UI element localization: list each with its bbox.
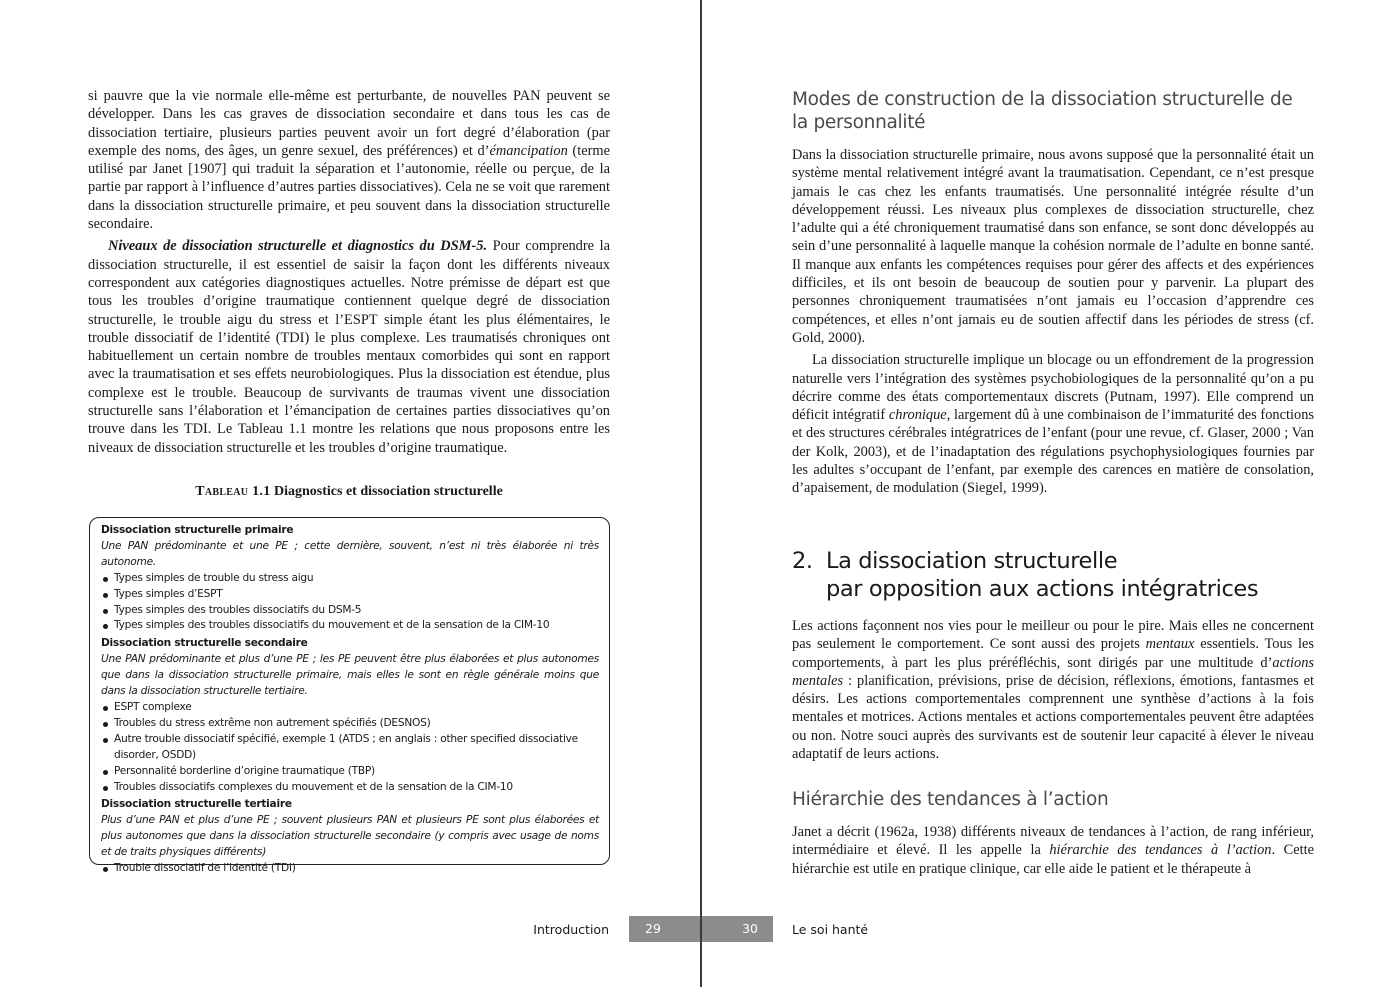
chapter-heading [792,547,1312,603]
table-section-secondary [101,636,599,795]
chapter-title-line-1: La dissociation structurelle [826,548,1118,574]
right-paragraph-1: Dans la dissociation structurelle primaire, nous avons supposé que la personnalité était un système mental relativement intégré avant la traumatisation. Cependant, ce n’est presque jamais le cas chez les enfants traumatisés. Une personnalité intégrée résulte d’un développement réussi. Les niveaux plus complexes de dissociation structurelle, chez l’adulte qui a été chroniquement traumatisé dans son enfance, se sont donc développés au sein d’une personnalité à laquelle manque la cohésion normale de l’adulte en bonne santé. Il manque aux enfants les compétences requises pour gérer des affects et des expériences difficiles, et ils ont besoin de beaucoup de soutien pour y parvenir. La plupart des personnes chroniquement traumatisées n’ont jamais eu l’occasion d’apprendre ces compétences, et elles n’ont jamais eu de soutien affectif dans les périodes de stress (cf. Gold, 2000). [792,147,1314,346]
table-section-list [101,571,599,635]
chapter-title-line-2: par opposition aux actions intégratrices [826,576,1259,602]
list-item: Autre trouble dissociatif spécifié, exemple 1 (ATDS ; en anglais : other specified dissociative disorder, OSDD) [101,732,599,764]
run-in-heading: Niveaux de dissociation structurelle et diagnostics du DSM-5. [108,238,488,255]
section-heading-hierarchy: Hiérarchie des tendances à l’action [792,789,1109,810]
right-body-text-3 [792,823,1314,878]
table-section-list [101,700,599,795]
table-section-heading: Dissociation structurelle secondaire [101,637,308,650]
table-section-tertiary [101,797,599,877]
list-item: ESPT complexe [101,700,599,716]
table-section-heading: Dissociation structurelle tertiaire [101,798,292,811]
running-footer-right: Le soi hanté [792,922,869,937]
page-number-left: 29 [629,916,700,942]
left-paragraph-2: Niveaux de dissociation structurelle et diagnostics du DSM-5. Pour comprendre la dissociation structurelle, il est essentiel de saisir la façon dont les différents niveaux correspondent aux catégories diagnostiques actuelles. Notre prémisse de départ est que tous les troubles d’origine traumatique contiennent quelque degré de dissociation structurelle, le trouble aigu du stress et l’ESPT simple étant les plus élémentaires, le trouble dissociatif de l’identité (TDI) le plus complexe. Les traumatisés chroniques ont habituellement un certain nombre de troubles mentaux comorbides qui sont en rapport avec la traumatisation et ses effets neurobiologiques. Plus la dissociation est étendue, plus complexe est le trouble. Beaucoup de survivants de traumas vivent une dissociation structurelle sans l’élaboration et l’émancipation de certaines parties dissociatives qu’on trouve dans les TDI. Le Tableau 1.1 montre les relations que nous proposons entre les niveaux de dissociation structurelle et les troubles d’origine traumatique. [88,238,610,456]
list-item: Troubles du stress extrême non autrement spécifiés (DESNOS) [101,716,599,732]
table-section-description: Une PAN prédominante et une PE ; cette dernière, souvent, n’est ni très élaborée ni très autonome. [101,539,599,568]
right-paragraph-2: La dissociation structurelle implique un blocage ou un effondrement de la progression naturelle vers l’intégration des systèmes psychobiologiques de la personnalité qu’on a pu décrire comme des états comportementaux discrets (Putnam, 1997). Elle comprend un déficit intégratif chronique, largement dû à une combinaison de l’immaturité des fonctions et des structures cérébrales intégratrices de l’enfant (pour une revue, cf. Glaser, 2000 ; Van der Kolk, 2003), et de l’inadaptation des régulations psychophysiologiques fournies par les adultes s’occupant de l’enfant, par exemple des carences en matière de consolation, d’apaisement, de modulation (Siegel, 1999). [792,352,1314,497]
table-section-description: Plus d’une PAN et plus d’une PE ; souvent plusieurs PAN et plusieurs PE sont plus élaborées et plus autonomes que dans la dissociation structurelle secondaire (y compris avec usage de noms et de traits physiques différents) [101,814,599,859]
right-paragraph-4: Janet a décrit (1962a, 1938) différents niveaux de tendances à l’action, de rang inférieur, intermédiaire et élevé. Il les appelle la hiérarchie des tendances à l’action. Cette hiérarchie est utile en pratique clinique, car elle aide le patient et le thérapeute à [792,824,1314,877]
table-section-heading: Dissociation structurelle primaire [101,524,294,536]
list-item: Troubles dissociatifs complexes du mouvement et de la sensation de la CIM-10 [101,780,599,796]
chapter-number: 2. [792,548,813,574]
table-section-description: Une PAN prédominante et plus d’une PE ; les PE peuvent être plus élaborées et plus autonomes que dans la dissociation structurelle primaire, mais elles le sont en règle générale moins que dans la dissociation structurelle tertiaire. [101,653,599,698]
list-item: Types simples des troubles dissociatifs du mouvement et de la sensation de la CIM-10 [101,618,599,634]
list-item: Types simples des troubles dissociatifs du DSM-5 [101,603,599,619]
right-body-text-2 [792,617,1314,763]
left-paragraph-1: si pauvre que la vie normale elle-même est perturbante, de nouvelles PAN peuvent se développer. Dans les cas graves de dissociation secondaire et dans tous les cas de dissociation tertiaire, plusieurs parties peuvent avoir un fort degré d’élaboration (par exemple des noms, des âges, un genre sexuel, des préférences) et d’émancipation (terme utilisé par Janet [1907] qui traduit la séparation et l’autonomie, réelle ou perçue, de la partie par rapport à l’influence d’autres parties dissociatives). Cela ne se voit que rarement dans la dissociation structurelle primaire, et peu souvent dans la dissociation structurelle secondaire. [88,88,610,233]
right-paragraph-3: Les actions façonnent nos vies pour le meilleur ou pour le pire. Mais elles ne concernent pas seulement le comportement. Ce sont aussi des projets mentaux essentiels. Tous les comportements, à part les plus préréfléchis, sont dirigés par une multitude d’actions mentales : planification, prévisions, prise de décision, réflexions, émotions, fantasmes et désirs. Les actions comportementales comprennent une synthèse d’actions à la fois mentales et motrices. Actions mentales et actions comportementales peuvent être adaptées ou non. Notre souci auprès des survivants est de soutenir leur capacité à élever le niveau adaptatif de leurs actions. [792,618,1314,763]
list-item: Types simples de trouble du stress aigu [101,571,599,587]
list-item: Personnalité borderline d’origine traumatique (TBP) [101,764,599,780]
table-section-list [101,861,599,877]
left-body-text [88,87,610,457]
table-caption: Tableau 1.1 Diagnostics et dissociation structurelle [195,484,503,499]
list-item: Types simples d’ESPT [101,587,599,603]
table-section-primary [101,523,599,634]
section-heading-modes: Modes de construction de la dissociation structurelle de la personnalité [792,89,1293,133]
list-item: Trouble dissociatif de l’identité (TDI) [101,861,599,877]
running-footer-left: Introduction [533,922,609,937]
diagnostics-table [89,517,610,875]
page-number-right: 30 [702,916,773,942]
right-body-text-1 [792,146,1314,498]
